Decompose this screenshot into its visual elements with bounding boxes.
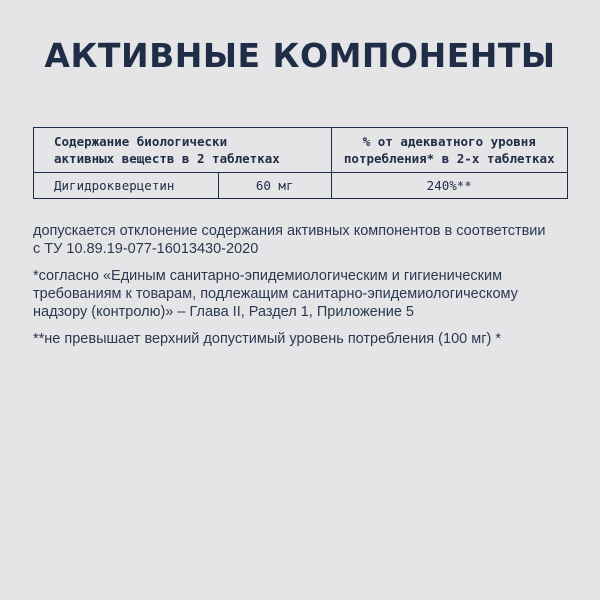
footnotes [33, 222, 553, 357]
table-row [34, 173, 568, 199]
note-upper-limit: **не превышает верхний допустимый уровень потребления (100 мг) * [33, 331, 501, 347]
cell-component-name: Дигидрокверцетин [34, 173, 219, 199]
cell-amount: 60 мг [218, 173, 331, 199]
header-cell-percent [331, 128, 568, 173]
header-col2-line2: потребления* в 2-х таблетках [343, 151, 555, 166]
page-title: АКТИВНЫЕ КОМПОНЕНТЫ [44, 36, 556, 75]
components-table [33, 127, 568, 199]
note-tolerance: допускается отклонение содержания активных компонентов в соответствии с ТУ 10.89.19-077-16013430-2020 [33, 223, 546, 257]
header-col1-line1: Содержание биологически [54, 134, 228, 149]
table-header-row [34, 128, 568, 173]
header-cell-content [34, 128, 332, 173]
cell-percent: 240%** [331, 173, 568, 199]
note-requirements: *согласно «Единым санитарно-эпидемиологическим и гигиеническим требованиям к товарам, подлежащим санитарно-эпидемиологическому надзору (контролю)» – Глава II, Раздел 1, Приложение 5 [33, 268, 518, 320]
header-col2-line1: % от адекватного уровня [362, 134, 536, 149]
header-col1-line2: активных веществ в 2 таблетках [54, 151, 280, 166]
